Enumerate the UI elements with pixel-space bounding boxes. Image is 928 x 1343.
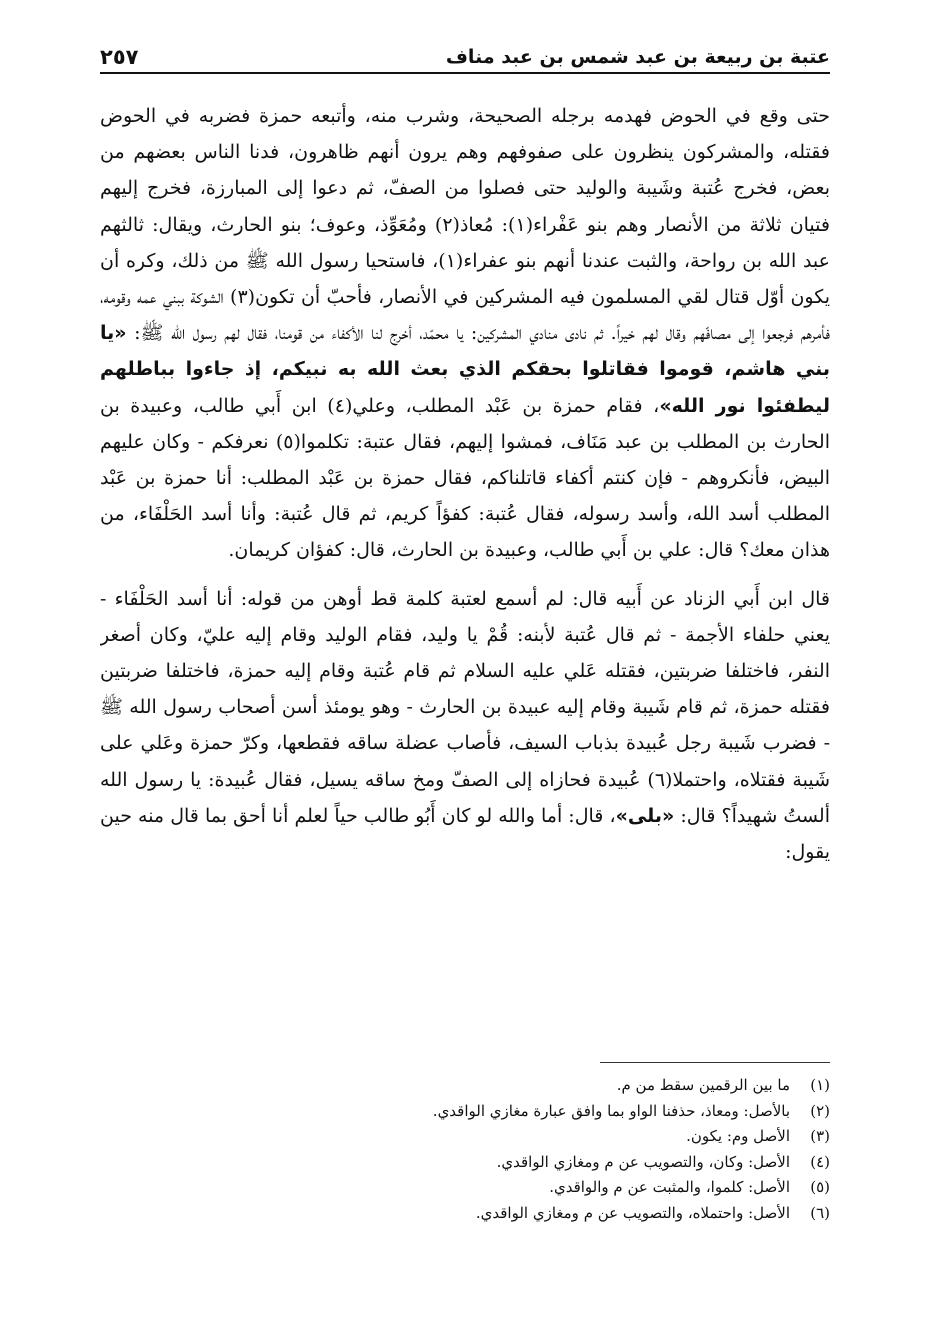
footnote-text: بالأصل: ومعاذ، حذفنا الواو بما وافق عبارة مغازي الواقدي. bbox=[432, 1101, 790, 1120]
footnotes-list bbox=[100, 1073, 830, 1313]
footnote-text: الأصل وم: يكون. bbox=[686, 1127, 790, 1146]
paragraph-2 bbox=[100, 581, 830, 871]
paragraph-1-text-b: ، فقام حمزة بن عَبْد المطلب، وعلي(٤) ابن أَبي طالب، وعبيدة بن الحارث بن المطلب بن عبد مَنَاف، فمشوا إليهم، فقال عتبة: تكلموا(٥) نعرفكم - وكان عليهم البيض، فأنكروهم - فإن كنتم أكفاء قاتلناكم، فقال حمزة بن عَبْد المطلب: أنا حمزة بن عَبْد المطلب أسد الله، وأسد رسوله، فقال عُتبة: كفؤاً كريم، ثم قال عُتبة: وأنا أسد الحَلْفَاء، من هذان معك؟ قال: علي بن أَبي طالب، وعبيدة بن الحارث، قال: كفؤان كريمان. bbox=[100, 394, 830, 562]
footnote bbox=[100, 1124, 830, 1150]
header-title: عتبة بن ربيعة بن عبد شمس بن عبد مناف bbox=[445, 46, 830, 68]
running-header bbox=[100, 38, 830, 70]
footnote-number: (٣) bbox=[810, 1127, 830, 1146]
footnote-number: (٥) bbox=[810, 1178, 830, 1197]
page-number: ٢٥٧ bbox=[100, 45, 139, 69]
footnote bbox=[100, 1099, 830, 1125]
paragraph-1-quote: «يا بني هاشم، قوموا فقاتلوا بحقكم الذي بعث الله به نبيكم، إذ جاءوا بباطلهم ليطفئوا نور الله» bbox=[100, 322, 830, 417]
footnote bbox=[100, 1175, 830, 1201]
footnote-text: ما بين الرقمين سقط من م. bbox=[616, 1076, 790, 1094]
footnote bbox=[100, 1150, 830, 1176]
footnote-text: الأصل: كلموا، والمثبت عن م والواقدي. bbox=[549, 1178, 790, 1197]
footnote-number: (٤) bbox=[810, 1152, 830, 1171]
footnote-number: (١) bbox=[810, 1076, 830, 1094]
footnote-number: (٦) bbox=[810, 1203, 830, 1222]
paragraph-1 bbox=[100, 98, 830, 569]
footnote-text: الأصل: وكان، والتصويب عن م ومغازي الواقدي. bbox=[496, 1152, 790, 1171]
paragraph-2-text-a: قال ابن أَبي الزناد عن أَبيه قال: لم أسمع لعتبة كلمة قط أوهن من قوله: أنا أسد الحَلْفَاء - يعني حلفاء الأجمة - ثم قال عُتبة لأبنه: قُمْ يا وليد، فقام الوليد وقام إليه عليّ، وكان أصغر النفر، فاختلفا ضربتين، فقتله عَلي عليه السلام ثم قام عُتبة وقام إليه حمزة، فاختلفا ضربتين فقتله حمزة، ثم قام شَيبة وقام إليه عبيدة بن الحارث - وهو يومئذ أسن أصحاب رسول الله ﷺ - فضرب شَيبة رجل عُبيدة بذباب السيف، فأصاب عضلة ساقه فقطعها، وكرّ حمزة وعَلي على شَيبة فقتلاه، واحتملا(٦) عُبيدة فحازاه إلى الصفّ ومخ ساقه يسيل، فقال عُبيدة: يا رسول الله ألستُ شهيداً؟ قال: bbox=[100, 587, 830, 827]
footnote-number: (٢) bbox=[810, 1101, 830, 1120]
main-text bbox=[100, 98, 830, 1060]
header-rule bbox=[100, 72, 830, 74]
footnote-text: الأصل: واحتملاه، والتصويب عن م ومغازي الواقدي. bbox=[475, 1203, 790, 1222]
footnote bbox=[100, 1201, 830, 1227]
paragraph-1-text-a: حتى وقع في الحوض فهدمه برجله الصحيحة، وشرب منه، وأتبعه حمزة فضربه في الحوض فقتله، والمشركون ينظرون على صفوفهم وهم يرون أنهم ظاهرون، فدنا الناس بعضهم من بعض، فخرج عُتبة وشَيبة والوليد حتى فصلوا من الصفّ، ثم دعوا إلى المبارزة، فخرج إليهم فتيان ثلاثة من الأنصار وهم بنو عَفْراء(١): مُعاذ(٢) ومُعَوِّذ، وعوف؛ بنو الحارث، ويقال: ثالثهم عبد الله بن رواحة، والثبت عندنا أنهم بنو عفراء(١)، فاستحيا رسول الله ﷺ من ذلك، وكره أن يكون أوّل قتال لقي المسلمون فيه المشركين في الأنصار، فأحبّ أن تكون(٣) الشوكة ببني عمه وقومه، فأمرهم فرجعوا إلى مصافّهم وقال لهم خيراً. ثم نادى منادي المشركين: يا محمّد، أخرج لنا الأكفاء من قومنا، فقال لهم رسول الله ﷺ: bbox=[100, 105, 830, 345]
paragraph-2-text-b: ، قال: أما والله لو كان أَبُو طالب حياً لعلم أنا أحق بما قال منه حين يقول: bbox=[100, 804, 830, 864]
footnote bbox=[100, 1073, 830, 1099]
footnote-separator bbox=[600, 1062, 830, 1063]
paragraph-2-quote: «بلى» bbox=[615, 804, 675, 827]
